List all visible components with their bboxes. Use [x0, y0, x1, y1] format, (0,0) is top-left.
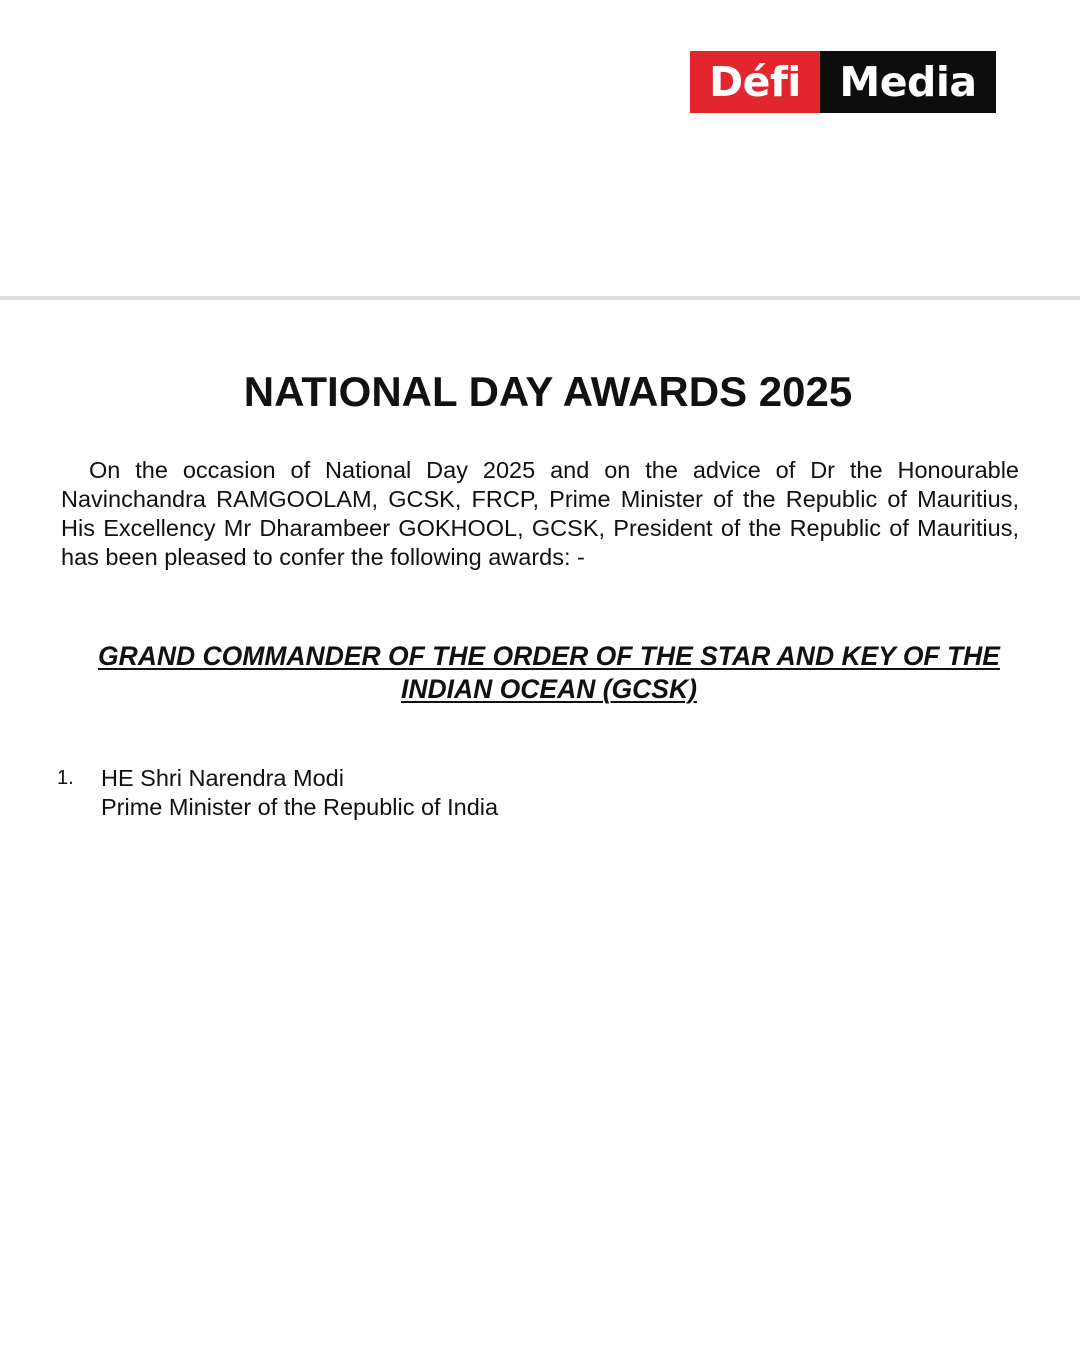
header-divider	[0, 296, 1080, 300]
recipient-number: 1.	[57, 767, 74, 789]
recipient-list	[57, 764, 957, 822]
document-title: NATIONAL DAY AWARDS 2025	[243, 368, 853, 415]
recipient-item	[57, 764, 957, 822]
recipient-title: Prime Minister of the Republic of India	[101, 794, 499, 820]
defi-media-logo	[690, 51, 996, 113]
recipient-details	[101, 764, 498, 822]
logo-media-block: Media	[820, 51, 996, 113]
recipient-name: HE Shri Narendra Modi	[101, 765, 344, 791]
logo-defi-block: Défi	[690, 51, 820, 113]
intro-paragraph: On the occasion of National Day 2025 and on the advice of Dr the Honourable Navinchandra RAMGOOLAM, GCSK, FRCP, Prime Minister of the Republic of Mauritius, His Excellency Mr Dharambeer GOKHOOL, GCSK, President of the Republic of Mauritius, has been pleased to confer the following awards: -	[61, 457, 1019, 570]
award-heading: GRAND COMMANDER OF THE ORDER OF THE STAR AND KEY OF THE INDIAN OCEAN (GCSK)	[98, 641, 1000, 704]
